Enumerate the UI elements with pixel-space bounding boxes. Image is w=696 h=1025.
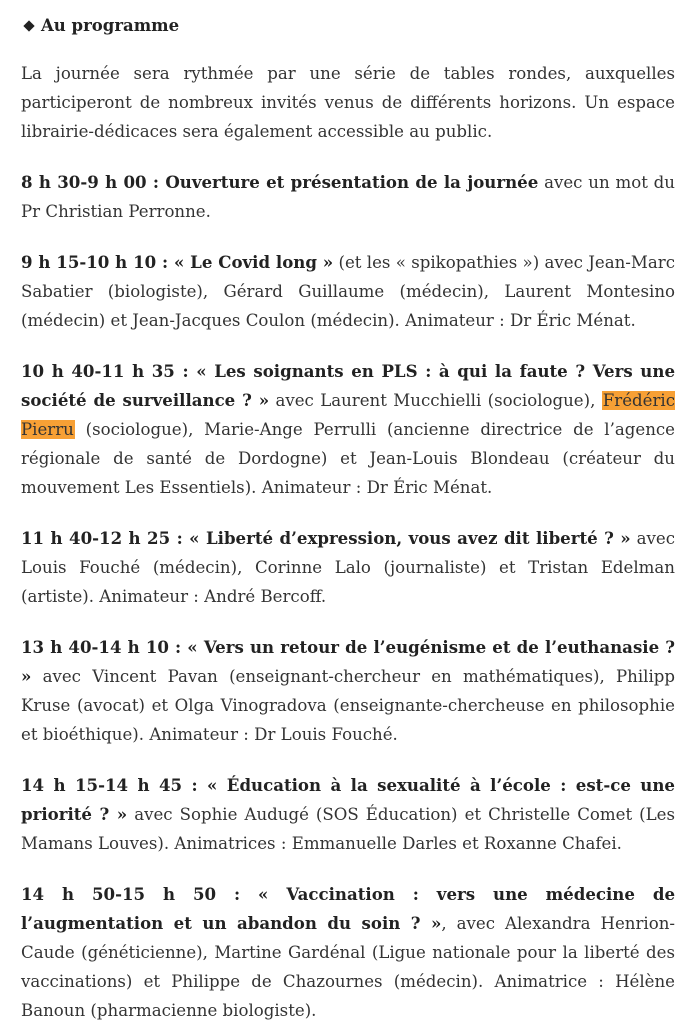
highlighted-name: Frédéric Pierru <box>21 391 675 439</box>
session-paragraph <box>21 524 675 611</box>
session-time-title: 14 h 50-15 h 50 : « Vaccination : vers une médecine de l’augmentation et un abandon du soin ? » <box>21 884 675 933</box>
session-time-title: 9 h 15-10 h 10 : « Le Covid long » <box>21 252 334 272</box>
session-details: avec un mot du Pr Christian Perronne. <box>21 173 675 221</box>
session-details: avec Louis Fouché (médecin), Corinne Lalo (journaliste) et Tristan Edelman (artiste). Animateur : André Bercoff. <box>21 529 676 606</box>
session-paragraph <box>21 771 675 858</box>
session-paragraph <box>21 357 675 502</box>
session-paragraph <box>21 168 675 226</box>
session-details: (sociologue), Marie-Ange Perrulli (ancienne directrice de l’agence régionale de santé de Dordogne) et Jean-Louis Blondeau (créateur du mouvement Les Essentiels). Animateur : Dr Éric Ménat. <box>21 420 675 497</box>
session-time-title: 8 h 30-9 h 00 : Ouverture et présentation de la journée <box>21 172 539 192</box>
session-details: , avec Alexandra Henrion-Caude (généticienne), Martine Gardénal (Ligue nationale pour la liberté des vaccinations) et Philippe de Chazournes (médecin). Animatrice : Hélène Banoun (pharmacienne biologiste). <box>21 914 675 1020</box>
session-time-title: 11 h 40-12 h 25 : « Liberté d’expression, vous avez dit liberté ? » <box>21 528 631 548</box>
session-paragraph <box>21 880 675 1025</box>
section-heading <box>21 16 675 35</box>
heading-text: Au programme <box>41 16 180 35</box>
session-details: (et les « spikopathies ») avec Jean-Marc Sabatier (biologiste), Gérard Guillaume (médecin), Laurent Montesino (médecin) et Jean-Jacques Coulon (médecin). Animateur : Dr Éric Ménat. <box>21 253 675 330</box>
session-time-title: 10 h 40-11 h 35 : « Les soignants en PLS : à qui la faute ? Vers une société de surveillance ? » <box>21 361 675 410</box>
session-details: avec Sophie Audugé (SOS Éducation) et Christelle Comet (Les Mamans Louves). Animatrices : Emmanuelle Darles et Roxanne Chafei. <box>21 805 675 853</box>
session-paragraph <box>21 633 675 749</box>
diamond-bullet-icon <box>23 20 34 31</box>
session-details: avec Laurent Mucchielli (sociologue), <box>269 391 602 410</box>
session-time-title: 13 h 40-14 h 10 : « Vers un retour de l’eugénisme et de l’euthanasie ? » <box>21 637 675 686</box>
session-paragraph <box>21 248 675 335</box>
session-details: avec Vincent Pavan (enseignant-chercheur en mathématiques), Philipp Kruse (avocat) et Olga Vinogradova (enseignante-chercheuse en philosophie et bioéthique). Animateur : Dr Louis Fouché. <box>21 667 675 744</box>
intro-paragraph: La journée sera rythmée par une série de tables rondes, auxquelles participeront de nombreux invités venus de différents horizons. Un espace librairie-dédicaces sera également accessible au public. <box>21 64 675 141</box>
session-time-title: 14 h 15-14 h 45 : « Éducation à la sexualité à l’école : est-ce une priorité ? » <box>21 775 675 824</box>
